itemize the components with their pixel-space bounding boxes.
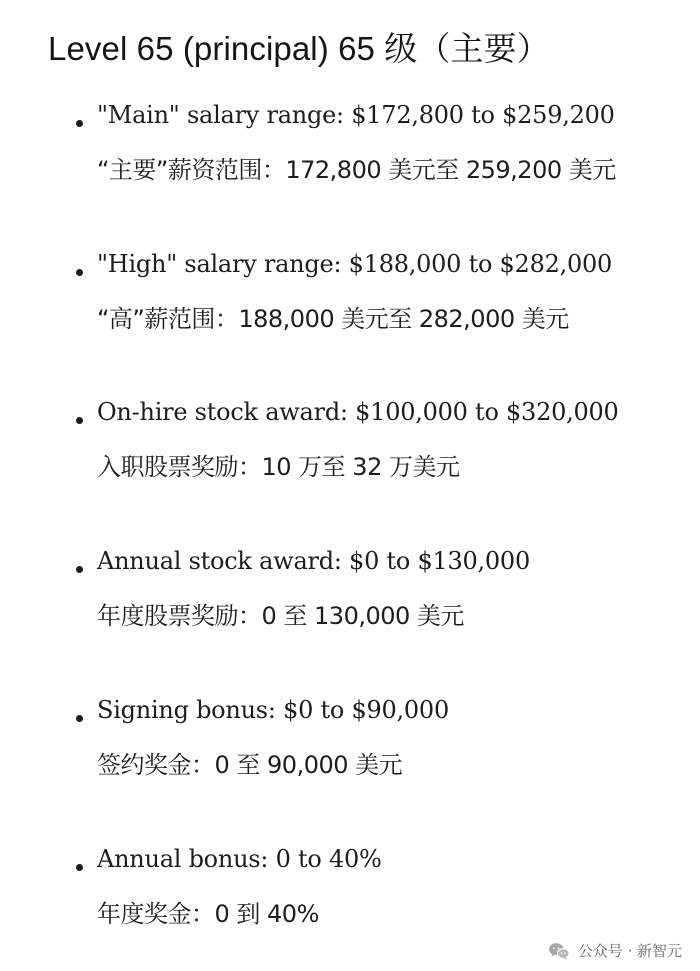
list-item — [76, 546, 676, 631]
item-chinese-text: 签约奖金：0 至 90,000 美元 — [97, 751, 403, 779]
bullet-icon — [76, 715, 83, 722]
item-chinese-text: “主要”薪资范围：172,800 美元至 259,200 美元 — [97, 156, 616, 184]
bullet-icon — [76, 566, 83, 573]
item-chinese-text: 入职股票奖励：10 万至 32 万美元 — [97, 453, 460, 481]
list-item — [76, 397, 676, 482]
list-item — [76, 695, 676, 780]
watermark — [547, 940, 682, 961]
list-item — [76, 844, 676, 929]
item-chinese-text: “高”薪范围：188,000 美元至 282,000 美元 — [97, 305, 569, 333]
wechat-icon — [547, 941, 571, 961]
list-item — [76, 100, 676, 185]
item-chinese-text: 年度股票奖励：0 至 130,000 美元 — [97, 602, 464, 630]
item-english-text: Annual bonus: 0 to 40% — [97, 845, 382, 873]
bullet-icon — [76, 120, 83, 127]
list-item — [76, 249, 676, 334]
item-english-text: Signing bonus: $0 to $90,000 — [97, 696, 449, 724]
item-english-text: Annual stock award: $0 to $130,000 — [97, 547, 530, 575]
bullet-icon — [76, 269, 83, 276]
watermark-text: 公众号 · 新智元 — [577, 942, 682, 960]
item-english-text: "High" salary range: $188,000 to $282,000 — [97, 250, 613, 278]
item-chinese-text: 年度奖金：0 到 40% — [97, 900, 319, 928]
item-english-text: On-hire stock award: $100,000 to $320,000 — [97, 398, 619, 426]
bullet-icon — [76, 864, 83, 871]
bullet-icon — [76, 417, 83, 424]
page-title: Level 65 (principal) 65 级（主要） — [48, 30, 550, 67]
item-english-text: "Main" salary range: $172,800 to $259,200 — [97, 101, 615, 129]
